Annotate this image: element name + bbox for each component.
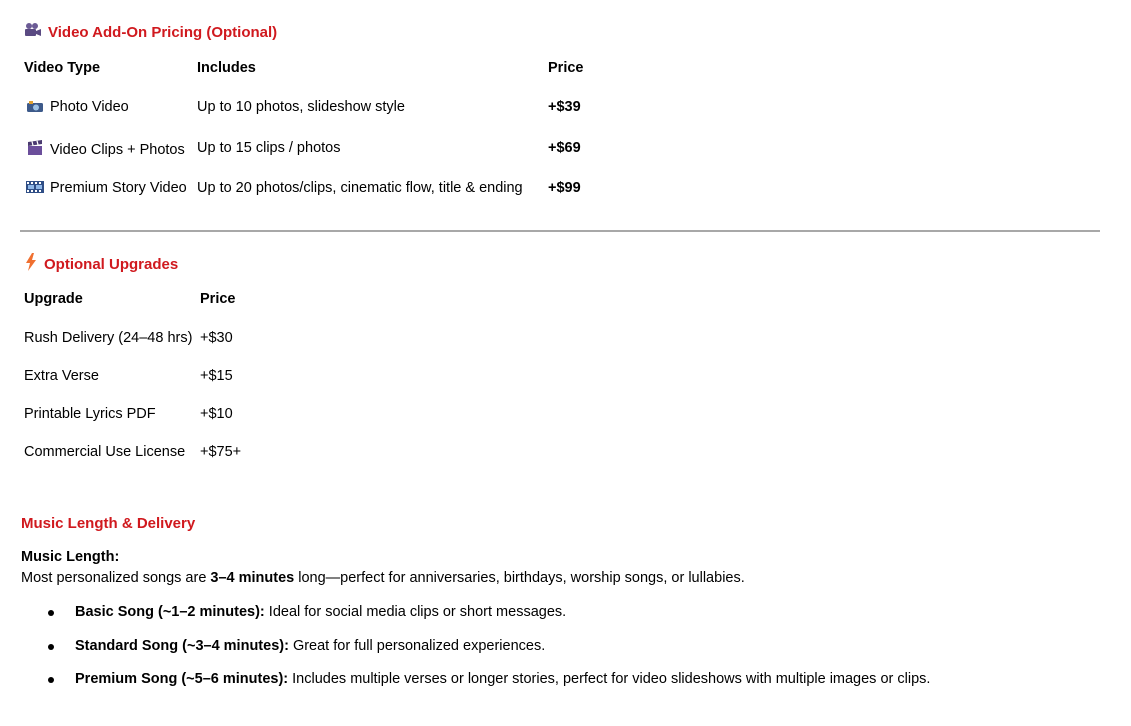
col-header-price: Price [548,60,584,76]
bullet-text: Ideal for social media clips or short messages. [264,604,567,620]
music-length-subheading: Music Length: [21,549,120,565]
upgrade-cell: Extra Verse [24,368,99,384]
upgrade-cell: Printable Lyrics PDF [24,406,156,422]
clapper-board-icon [26,140,44,154]
col-header-upgrade: Upgrade [24,291,83,307]
upgrades-section-title-text: Optional Upgrades [44,255,179,273]
upgrade-price-cell: +$30 [200,330,233,346]
video-type-cell: Photo Video [50,99,129,115]
upgrade-price-cell: +$10 [200,406,233,422]
list-item [75,604,566,620]
bullet-label: Standard Song (~3–4 minutes): [75,638,289,654]
price-cell: +$69 [548,140,581,156]
list-item [75,638,545,654]
col-header-upgrade-price: Price [200,291,236,307]
bullet-text: Includes multiple verses or longer stories, perfect for video slideshows with multiple images or clips. [288,671,931,687]
camera-icon [26,99,44,113]
film-frames-icon [26,180,44,194]
bullet-dot [48,677,54,683]
bullet-label: Premium Song (~5–6 minutes): [75,671,289,687]
video-section-title [24,22,277,42]
list-item [75,671,930,687]
bullet-label: Basic Song (~1–2 minutes): [75,604,265,620]
bullet-dot [48,644,54,650]
intro-text-after: long—perfect for anniversaries, birthdays, worship songs, or lullabies. [294,570,745,586]
upgrade-cell: Rush Delivery (24–48 hrs) [24,330,193,346]
price-cell: +$39 [548,99,581,115]
video-type-cell: Video Clips + Photos [50,142,185,158]
col-header-includes: Includes [197,60,256,76]
table-row [26,180,187,196]
lightning-icon [24,253,38,275]
movie-camera-icon [24,22,42,42]
upgrade-price-cell: +$75+ [200,444,242,460]
intro-text-bold: 3–4 minutes [210,570,295,586]
table-row [26,140,185,158]
upgrade-price-cell: +$15 [200,368,233,384]
intro-text-before: Most personalized songs are [21,570,211,586]
includes-cell: Up to 15 clips / photos [197,140,341,156]
bullet-text: Great for full personalized experiences. [288,638,546,654]
price-cell: +$99 [548,180,581,196]
music-length-intro [21,570,745,586]
video-type-cell: Premium Story Video [50,180,187,196]
bullet-dot [48,610,54,616]
music-section-title: Music Length & Delivery [21,515,196,532]
col-header-video-type: Video Type [24,60,101,76]
section-divider [20,230,1100,232]
table-row [26,99,129,115]
includes-cell: Up to 20 photos/clips, cinematic flow, title & ending [197,180,523,196]
upgrades-section-title [24,253,178,275]
video-section-title-text: Video Add-On Pricing (Optional) [48,23,278,41]
upgrade-cell: Commercial Use License [24,444,186,460]
includes-cell: Up to 10 photos, slideshow style [197,99,405,115]
